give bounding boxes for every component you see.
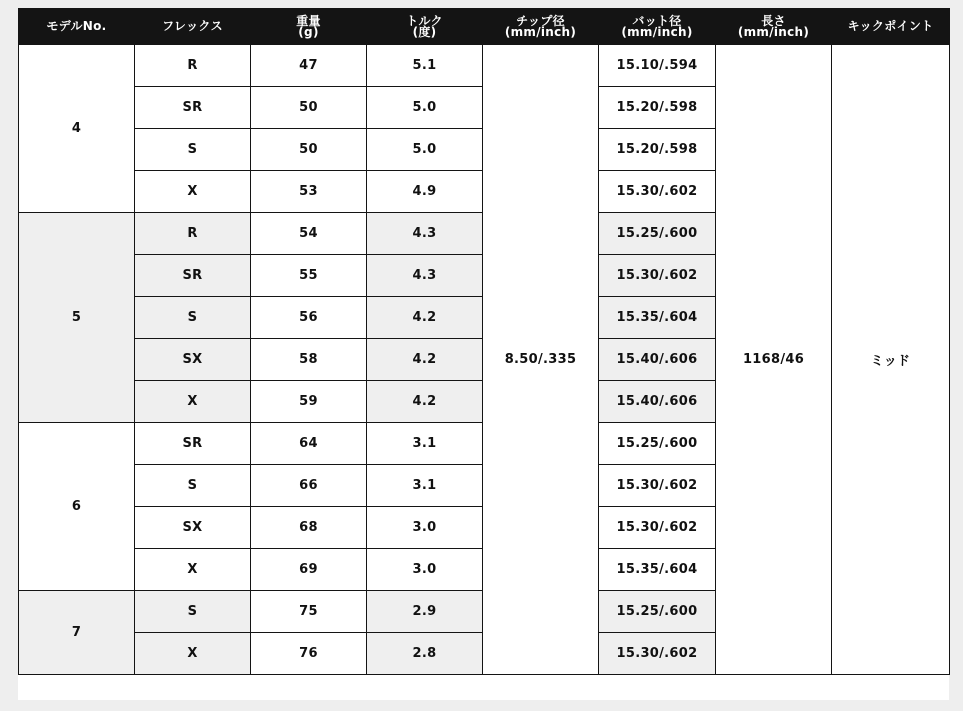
spec-table-body (19, 45, 950, 675)
butt-diameter-cell: 15.20/.598 (599, 129, 716, 171)
torque-cell: 5.1 (367, 45, 483, 87)
torque-cell: 3.1 (367, 423, 483, 465)
torque-cell: 2.9 (367, 591, 483, 633)
flex-cell: SR (135, 423, 251, 465)
weight-cell: 50 (251, 87, 367, 129)
butt-diameter-cell: 15.40/.606 (599, 339, 716, 381)
weight-cell: 68 (251, 507, 367, 549)
weight-cell: 54 (251, 213, 367, 255)
butt-diameter-cell: 15.35/.604 (599, 549, 716, 591)
torque-cell: 4.2 (367, 339, 483, 381)
butt-diameter-cell: 15.25/.600 (599, 213, 716, 255)
flex-cell: X (135, 549, 251, 591)
flex-cell: X (135, 171, 251, 213)
weight-cell: 75 (251, 591, 367, 633)
torque-cell: 4.3 (367, 213, 483, 255)
butt-diameter-cell: 15.30/.602 (599, 171, 716, 213)
torque-cell: 4.3 (367, 255, 483, 297)
header-weight (251, 9, 367, 45)
butt-diameter-cell: 15.30/.602 (599, 255, 716, 297)
weight-cell: 69 (251, 549, 367, 591)
weight-cell: 59 (251, 381, 367, 423)
header-tip-unit: (mm/inch) (504, 24, 577, 39)
flex-cell: SX (135, 339, 251, 381)
torque-cell: 3.0 (367, 549, 483, 591)
butt-diameter-cell: 15.20/.598 (599, 87, 716, 129)
butt-diameter-cell: 15.35/.604 (599, 297, 716, 339)
weight-cell: 55 (251, 255, 367, 297)
header-butt-label: バット径 (632, 13, 682, 28)
weight-cell: 58 (251, 339, 367, 381)
header-torque (367, 9, 483, 45)
butt-diameter-cell: 15.25/.600 (599, 591, 716, 633)
flex-cell: S (135, 465, 251, 507)
weight-cell: 53 (251, 171, 367, 213)
flex-cell: S (135, 297, 251, 339)
flex-cell: SR (135, 255, 251, 297)
torque-cell: 5.0 (367, 87, 483, 129)
length-cell: 1168/46 (716, 45, 832, 675)
flex-cell: S (135, 591, 251, 633)
shaft-spec-table (18, 8, 950, 675)
butt-diameter-cell: 15.40/.606 (599, 381, 716, 423)
header-weight-unit: (g) (298, 24, 319, 39)
weight-cell: 47 (251, 45, 367, 87)
torque-cell: 5.0 (367, 129, 483, 171)
header-length-unit: (mm/inch) (737, 24, 810, 39)
flex-cell: R (135, 213, 251, 255)
header-length-label: 長さ (761, 13, 786, 28)
header-weight-label: 重量 (296, 13, 321, 28)
butt-diameter-cell: 15.30/.602 (599, 507, 716, 549)
header-butt-unit: (mm/inch) (621, 24, 693, 39)
header-kick: キックポイント (832, 9, 950, 45)
flex-cell: SX (135, 507, 251, 549)
weight-cell: 64 (251, 423, 367, 465)
header-torque-unit: (度) (412, 24, 437, 39)
butt-diameter-cell: 15.30/.602 (599, 633, 716, 675)
header-tip (483, 9, 599, 45)
model-number-cell: 6 (19, 423, 135, 591)
header-torque-label: トルク (406, 13, 443, 28)
flex-cell: X (135, 381, 251, 423)
torque-cell: 2.8 (367, 633, 483, 675)
flex-cell: S (135, 129, 251, 171)
flex-cell: R (135, 45, 251, 87)
header-butt (599, 9, 716, 45)
table-row (19, 45, 950, 87)
torque-cell: 4.2 (367, 297, 483, 339)
model-number-cell: 4 (19, 45, 135, 213)
kick-point-cell: ミッド (832, 45, 950, 675)
torque-cell: 4.2 (367, 381, 483, 423)
header-tip-label: チップ径 (516, 13, 565, 28)
header-flex: フレックス (135, 9, 251, 45)
weight-cell: 76 (251, 633, 367, 675)
tip-diameter-cell: 8.50/.335 (483, 45, 599, 675)
weight-cell: 56 (251, 297, 367, 339)
spec-table-frame (18, 8, 949, 700)
torque-cell: 3.1 (367, 465, 483, 507)
model-number-cell: 5 (19, 213, 135, 423)
torque-cell: 4.9 (367, 171, 483, 213)
butt-diameter-cell: 15.30/.602 (599, 465, 716, 507)
header-row (19, 9, 950, 45)
weight-cell: 66 (251, 465, 367, 507)
torque-cell: 3.0 (367, 507, 483, 549)
flex-cell: X (135, 633, 251, 675)
weight-cell: 50 (251, 129, 367, 171)
model-number-cell: 7 (19, 591, 135, 675)
header-model: モデルNo. (19, 9, 135, 45)
butt-diameter-cell: 15.25/.600 (599, 423, 716, 465)
butt-diameter-cell: 15.10/.594 (599, 45, 716, 87)
flex-cell: SR (135, 87, 251, 129)
header-length (716, 9, 832, 45)
